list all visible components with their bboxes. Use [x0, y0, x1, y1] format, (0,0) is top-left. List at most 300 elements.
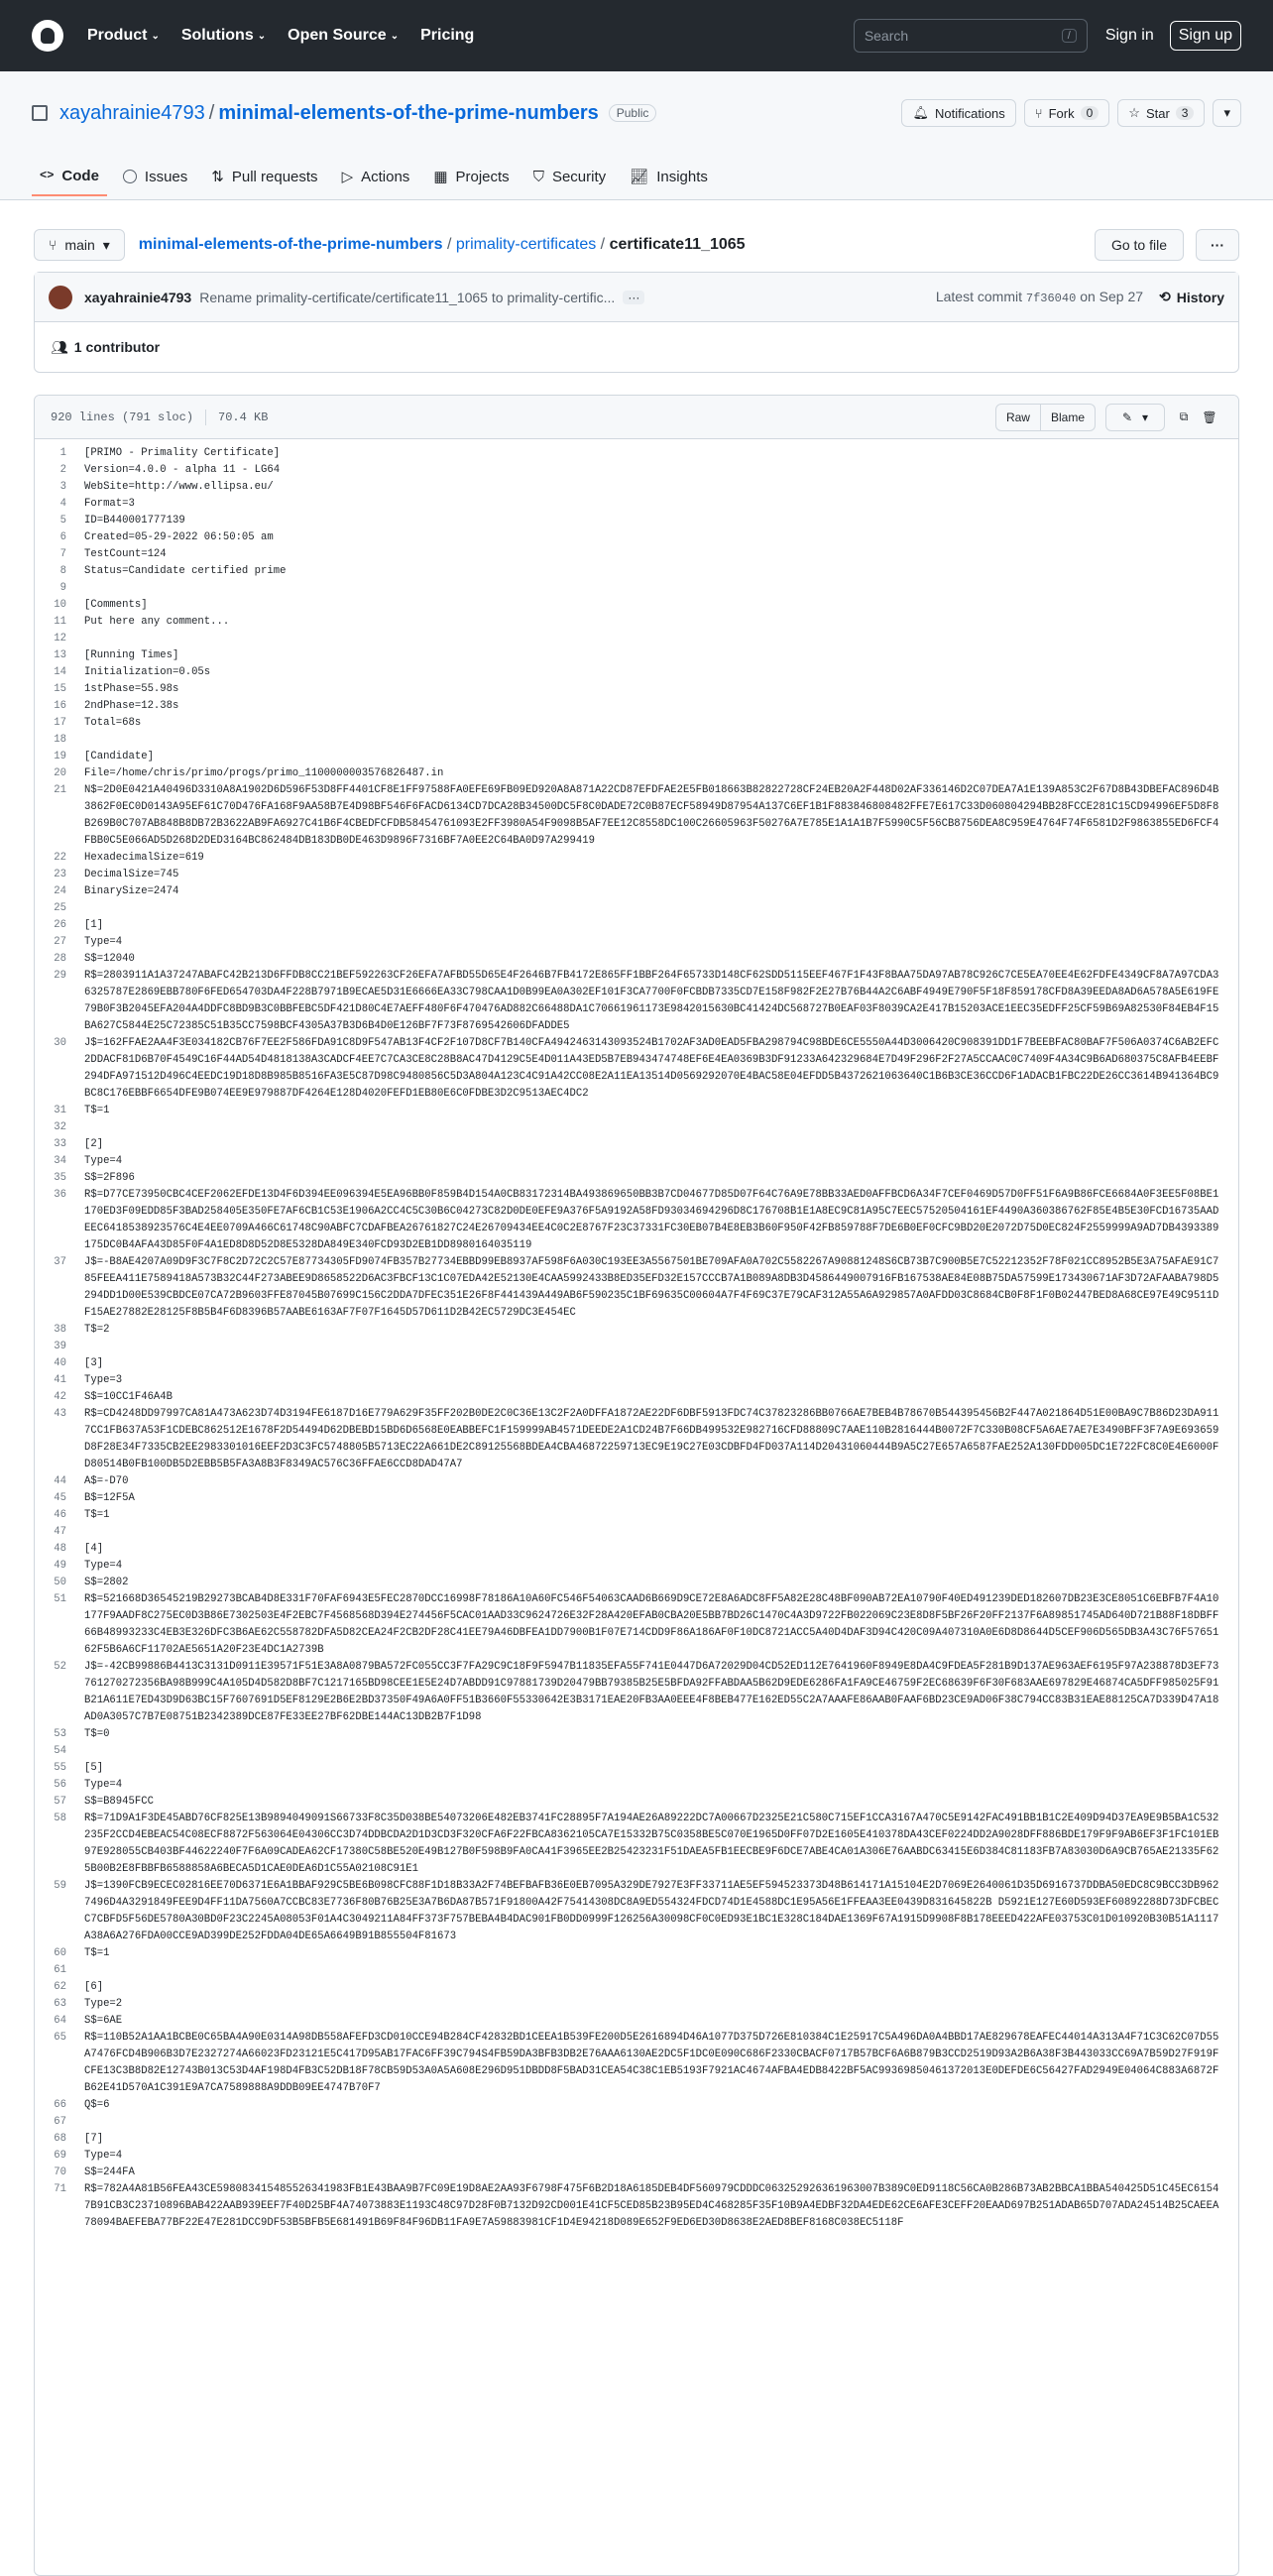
tab-projects[interactable] [425, 157, 517, 196]
code-line [35, 732, 1238, 749]
line-content [84, 1743, 1238, 1760]
code-line [35, 1389, 1238, 1406]
tab-actions[interactable] [334, 157, 418, 196]
line-content: Type=3 [84, 1374, 123, 1386]
line-content [84, 2114, 1238, 2131]
line-number[interactable]: 64 [54, 2015, 66, 2027]
code-line [35, 1355, 1238, 1372]
code-line [35, 2181, 1238, 2232]
code-line [35, 934, 1238, 951]
line-content: [2] [84, 1138, 104, 1150]
line-number[interactable]: 32 [54, 1121, 66, 1133]
line-number[interactable]: 35 [54, 1172, 66, 1184]
line-content [84, 1119, 1238, 1136]
line-number[interactable]: 71 [54, 2183, 66, 2195]
line-content: [6] [84, 1981, 104, 1993]
line-number[interactable]: 20 [54, 767, 66, 779]
code-line [35, 900, 1238, 917]
chevron-down-icon: ⌄ [151, 31, 160, 42]
line-content [84, 1339, 1238, 1355]
line-number[interactable]: 43 [54, 1408, 66, 1420]
line-number[interactable]: 61 [54, 1964, 66, 1976]
line-content [84, 900, 1238, 917]
go-to-file-button[interactable]: Go to file [1095, 229, 1184, 261]
line-number[interactable]: 56 [54, 1779, 66, 1791]
code-line [35, 597, 1238, 614]
line-number[interactable]: 33 [54, 1138, 66, 1150]
raw-button[interactable]: Raw [995, 404, 1041, 431]
line-number[interactable]: 48 [54, 1543, 66, 1555]
code-line [35, 580, 1238, 597]
line-content: R$=71D9A1F3DE45ABD76CF825E13B9894049091S66733F8C35D038BE54073206E482EB3741FC28895F7A194AE26A89222DC7A00667D2325E21C580C715EF1CCA3167A470C5E9142FAC491BB1B1C2E409D94D37EA9E9B5BA1C532235F2CCD4EBEAC54C08ECF8872F563064E04306CC3D74DDBCDA2D1D3CD3F320CFA6F22FBCA8362105CA7E15332B75C0358BE5C070E1965D0FF07D2E1605E410378DA43CEF0224DD2A9028DFF886BDE179F9F9AB6EF3F1FC101EB97E928055CB403BF44622240F7F6A09CADEA62CF17380C58BE520E49B127B0F598B9FA0CA41F3965EE2B25423231F51DAEA5FB1EECBE9F6DCE7ABE4CA01A306E76AABDC63415E6D384C81183FB7A83030D6A9CB765AE21335F625B00B2E8FBBFB6588858A6BECA5D1CAE0DEA6D1C55A02108C91E1 [84, 1813, 1219, 1875]
line-number[interactable]: 1 [59, 447, 66, 459]
tab-insights[interactable] [622, 157, 716, 196]
file-breadcrumb-bar [0, 218, 1273, 272]
path-separator: / [600, 236, 610, 253]
copy-button[interactable] [1171, 404, 1197, 431]
code-line [35, 2148, 1238, 2165]
line-number[interactable]: 7 [59, 548, 66, 560]
line-content: N$=2D0E0421A40496D3310A8A1902D6D596F53D8FF4401CF8E1FF97588FA0EFE69FB09ED920A8A871A22CD87EFDFAE2E5FB018663B82822728CF24EB20A2F448D02AF336146D2C07DEA7A1E139A853C2F67D8B43DBEFAC896D4B3862F0EC0D0143A95EF61C70D476FA168F9AA58B7E4D98BF546F6FACD6134CD7DCA28B34500DC5F8C0DADE72C0B87ECF58949D87954A137C6EF1B1F883846808482FFE7E617C33D060804294BB28FCCE281C15CD94996EF5D8F8B269B0C707AB848B8DB72B3622AB9FA6927C41B6F4CBEDFCFDB58454761093E2FF3980A54F9098B5AF7EE12C8558DC100C26605963F50276A7E785E1A1A1B7F5990C5F56CB8756DEA8C959E4764F74F6581D2F9863855ED6FCF4FBB0C5E066AD5D268D2DED3164BC862484DB183DB0DE463D9896F7316BF7A0EE2C64BA0D97A299419 [84, 784, 1219, 847]
line-content: R$=782A4A81B56FEA43CE598083415485526341983FB1E43BAA9B7FC09E19D8AE2AA93F6798F475F6B2D18A6185DEB4DF560979CDDDC063252926361963007B389C0ED9118C56CA0B286B73AB2BBCA1BBA540425D51C45EC61547B91CB3C23710896BAB422AAB939EEF7F40D25BF4A74073883E1193C48C97D28F0B7132D92CD001E41CF5CED85B23B95ED4C468285F35F10B9A4EDBF32DA4EDE62CE6AFE3CEFF20EAAD697B251ADAB65D707ADA24514B25CAEEA78094BAEFEBA77BF22E47E281DCC9DF53B5BFB5E681491B69F84F96DB11FA9E7A59883981CF1D4E94218D089E652F9ED6ED30D8638E2AED8BEF8168C038EC5118F [84, 2183, 1219, 2229]
avatar[interactable] [49, 286, 72, 309]
path-separator: / [446, 236, 456, 253]
line-number[interactable]: 13 [54, 649, 66, 661]
line-content: Type=4 [84, 936, 123, 948]
line-number[interactable]: 28 [54, 953, 66, 965]
code-line [35, 1541, 1238, 1558]
star-dropdown-button[interactable] [1213, 99, 1241, 127]
line-number[interactable]: 66 [54, 2099, 66, 2111]
line-number[interactable]: 39 [54, 1341, 66, 1352]
line-number[interactable]: 54 [54, 1745, 66, 1757]
line-number[interactable]: 14 [54, 666, 66, 678]
line-number[interactable]: 63 [54, 1998, 66, 2010]
code-line [35, 2165, 1238, 2181]
tab-code[interactable] [32, 157, 107, 196]
contributors-row [35, 322, 1238, 372]
line-number[interactable]: 6 [59, 531, 66, 543]
line-content: WebSite=http://www.ellipsa.eu/ [84, 481, 274, 493]
line-number[interactable]: 69 [54, 2150, 66, 2162]
line-number[interactable]: 2 [59, 464, 66, 476]
line-number[interactable]: 70 [54, 2166, 66, 2178]
line-content: T$=1 [84, 1947, 110, 1959]
code-line [35, 1187, 1238, 1254]
breadcrumb-repo-link[interactable]: minimal-elements-of-the-prime-numbers [138, 236, 443, 253]
table-icon: ▦ [433, 169, 448, 185]
tab-label: Insights [656, 168, 708, 185]
code-line [35, 1322, 1238, 1339]
repo-actions [901, 99, 1241, 127]
line-number[interactable]: 27 [54, 936, 66, 948]
line-content: J$=1390FCB9ECEC02816EE70D6371E6A1BBAF929C5BE6B098CFC88F1D18B33A2F74BEFBAFB36E0EB7095A329DE7927E3FF33711AE5EF594523373D48B614171A15104E2D7069E2640061D35D6916737DDBA50EDC8C9BCC3DB9627496D4A3291849FEE9D4FF11DA7560A7CCBC83E7736F80B76B25E3A7B6DA87B571F91800A42F75414308DC8A9ED554324FDCD74D1E4588DC1E95A56E1FFEAA3EE0439D831645822B D5921E127E60D593EF60892288D73DFCBECC7CBFD5F56DE5780A30BD0F23C2245A08053F01A4C3049211A84FF373F757BEBA4B4DAC901FB0DD0999F126256A30098CF0C0ED93E1BC1E328C184DAE1369F67A1915D9908F8B178EEED422AFE03753C01D010920B30B51A1117A38A6A276FDA00CCE9AD399DE252FDDA04DE65A6649B91B855504F81673 [84, 1880, 1219, 1942]
line-number[interactable]: 52 [54, 1661, 66, 1673]
code-line [35, 749, 1238, 765]
chevron-down-icon: ▾ [102, 236, 110, 253]
code-line [35, 1558, 1238, 1575]
line-content: [4] [84, 1543, 104, 1555]
line-content: ID=B440001777139 [84, 515, 185, 527]
line-content: S$=B8945FCC [84, 1796, 154, 1808]
code-line [35, 951, 1238, 968]
chevron-down-icon: ▾ [1223, 105, 1230, 120]
notifications-label: Notifications [934, 105, 1005, 121]
line-content: Version=4.0.0 - alpha 11 - LG64 [84, 464, 281, 476]
pull-request-icon: ⇅ [211, 169, 224, 185]
commit-author-link[interactable]: xayahrainie4793 [84, 289, 192, 305]
edit-button[interactable] [1105, 404, 1165, 431]
code-line [35, 1372, 1238, 1389]
line-number[interactable]: 19 [54, 751, 66, 762]
tab-issues[interactable] [115, 157, 195, 196]
line-number[interactable]: 38 [54, 1324, 66, 1336]
star-count: 3 [1176, 106, 1195, 120]
star-icon: ☆ [1128, 105, 1140, 120]
line-number[interactable]: 16 [54, 700, 66, 712]
breadcrumb-folder-link[interactable]: primality-certificates [455, 236, 597, 253]
line-number[interactable]: 67 [54, 2116, 66, 2128]
graph-icon: 📈︎ [630, 169, 649, 185]
code-line [35, 765, 1238, 782]
code-line [35, 782, 1238, 850]
line-number[interactable]: 41 [54, 1374, 66, 1386]
code-line [35, 968, 1238, 1035]
commit-sha-link[interactable]: 7f36040 [1025, 292, 1077, 305]
code-line [35, 664, 1238, 681]
code-line [35, 1507, 1238, 1524]
code-line [35, 1659, 1238, 1726]
line-number[interactable]: 60 [54, 1947, 66, 1959]
repo-title [32, 91, 1241, 135]
code-line [35, 546, 1238, 563]
tab-label: Issues [144, 168, 188, 185]
code-line [35, 2131, 1238, 2148]
line-number[interactable]: 31 [54, 1105, 66, 1116]
line-content: BinarySize=2474 [84, 885, 179, 897]
line-content: T$=2 [84, 1324, 110, 1336]
bell-icon: 🔔︎ [912, 105, 929, 120]
line-content: T$=1 [84, 1105, 110, 1116]
chevron-down-icon: ▾ [1142, 410, 1149, 424]
github-logo-icon[interactable] [32, 20, 63, 52]
line-content: Type=4 [84, 2150, 123, 2162]
line-content [84, 1524, 1238, 1541]
star-button[interactable] [1117, 99, 1205, 127]
file-size: 70.4 KB [218, 410, 269, 424]
tab-label: Actions [361, 168, 410, 185]
line-content: Format=3 [84, 498, 135, 510]
contributors-count[interactable]: 1 contributor [73, 339, 161, 355]
line-number[interactable]: 15 [54, 683, 66, 695]
line-number[interactable]: 59 [54, 1880, 66, 1892]
code-line [35, 1406, 1238, 1473]
line-number[interactable]: 3 [59, 481, 66, 493]
line-number[interactable]: 37 [54, 1256, 66, 1268]
line-number[interactable]: 17 [54, 717, 66, 729]
code-line [35, 2114, 1238, 2131]
code-line [35, 1575, 1238, 1591]
code-line [35, 1524, 1238, 1541]
line-number[interactable]: 29 [54, 970, 66, 982]
play-icon: ▷ [341, 169, 354, 185]
repo-header [0, 71, 1273, 200]
line-number[interactable]: 58 [54, 1813, 66, 1824]
line-number[interactable]: 50 [54, 1577, 66, 1588]
line-content: R$=521668D36545219B29273BCAB4D8E331F70FAF6943E5FEC2870DCC16998F78186A10A60FC546F54063CAAD6B669D9CE72E8A6ADC8FF5A82E28C48BF090AB72EA10790F40ED491239DED182607DB23E3CE8051C6EBFB7F4A10177F9AADF8C275EC0D3B86E7302503E4F2EBC7F4568568D394E274456F5CAC01AAD33C9624726E32F28A420EFAB0CBA20E5BB7BD26C1470C4A3D9722FB022069C23E8D8F5BF26F20FF2137F6A89851745AD640D721B88F18DBFF66B48993233C4EB3E326DFC3B6AE62C558782DFA5D82CEA24F2CB2DF28C41EE79A46DBFEA1DD7900B1F07E714CDD9F86A186AF0F10DC8721ACC5A40D4DAF3D94C420C09A407310A0E6D8D8644D5CEF906D565DB3A43C76F5765162F5B6A6CF11702AE5651A20F23E4DC1A2739B [84, 1593, 1219, 1656]
tab-label: Projects [455, 168, 510, 185]
line-number[interactable]: 21 [54, 784, 66, 796]
line-content: [Comments] [84, 599, 148, 611]
line-number[interactable]: 51 [54, 1593, 66, 1605]
expand-commit-button[interactable]: ··· [623, 291, 644, 304]
code-line [35, 1945, 1238, 1962]
chevron-down-icon: ⌄ [257, 31, 267, 42]
line-content: [7] [84, 2133, 104, 2145]
line-content: Type=4 [84, 1779, 123, 1791]
code-line [35, 1760, 1238, 1777]
line-content: Status=Candidate certified prime [84, 565, 287, 577]
line-number[interactable]: 55 [54, 1762, 66, 1774]
line-number[interactable]: 44 [54, 1475, 66, 1487]
clock-icon: ⟲ [1159, 289, 1171, 304]
code-icon: <> [40, 169, 55, 182]
line-content [84, 631, 1238, 647]
line-number[interactable]: 8 [59, 565, 66, 577]
fork-label: Fork [1048, 105, 1075, 121]
sign-up-button[interactable]: Sign up [1170, 21, 1241, 51]
line-number[interactable]: 4 [59, 498, 66, 510]
line-number[interactable]: 57 [54, 1796, 66, 1808]
nav-solutions[interactable]: Solutions [180, 27, 254, 44]
divider [205, 410, 206, 425]
file-viewer [34, 395, 1239, 2576]
code-line [35, 1979, 1238, 1996]
line-content [84, 732, 1238, 749]
code-line [35, 1119, 1238, 1136]
line-number[interactable]: 68 [54, 2133, 66, 2145]
line-content: Type=2 [84, 1998, 123, 2010]
line-number[interactable]: 49 [54, 1560, 66, 1572]
code-line [35, 513, 1238, 529]
code-line [35, 1136, 1238, 1153]
code-line [35, 1473, 1238, 1490]
file-actions [995, 404, 1222, 431]
code-line [35, 1490, 1238, 1507]
latest-commit-box [34, 272, 1239, 373]
line-number[interactable]: 62 [54, 1981, 66, 1993]
code-line [35, 2097, 1238, 2114]
global-nav [87, 27, 474, 45]
line-content: [Candidate] [84, 751, 154, 762]
line-content: HexadecimalSize=619 [84, 852, 204, 864]
code-line [35, 496, 1238, 513]
code-line [35, 1996, 1238, 2013]
line-number[interactable]: 30 [54, 1037, 66, 1049]
code-line [35, 1811, 1238, 1878]
code-line [35, 631, 1238, 647]
trash-icon: 🗑︎ [1202, 410, 1217, 424]
line-content [84, 1962, 1238, 1979]
line-number[interactable]: 9 [59, 582, 66, 594]
line-number[interactable]: 36 [54, 1189, 66, 1201]
line-number[interactable]: 42 [54, 1391, 66, 1403]
line-number[interactable]: 23 [54, 869, 66, 880]
copy-icon: ⧉ [1179, 410, 1189, 423]
fork-button[interactable] [1024, 99, 1110, 127]
line-number[interactable]: 46 [54, 1509, 66, 1521]
tab-label: Code [61, 167, 99, 184]
people-icon: 👥︎ [51, 338, 68, 355]
line-content: R$=CD4248DD97997CA81A473A623D74D3194FE6187D16E779A629F35FF202B0DE2C0C36E13C2F2A0DFFA1872AE22DF6DBF5913FDC74C37823286BB0766AE7BEB4B78670B544395456B2F447A021864D51E00BA9C7B86D23DA9117CC1FB637A53F1CDEBC862512E1678F2D54494D62DBEBD15BD6D6568E0EABBEFC1F159999AB4571DEEDE2A1CD24B7F66DB499532E982716CFD88809C7AAE110B2816444B0072F7C330B08CF5A6AE7AE7E3490BFF3F7A9E693659D8F28E34F7335CB2EE2983301016EEF2D3C3FC5748805B5713EC22A661DE2C89125568BDEA4CBA46872259713EC9E19C27E03CDBFD4FD037A114D20431060444B9A5C27E657A6587FAE252A130FDD005DC1E722FC8C0E4E6000FD80514B0FB100DB5D2EBB5B5FA3A8B3F8349AC576C36FFAE6CCD8DAD47A7 [84, 1408, 1219, 1470]
line-content: TestCount=124 [84, 548, 167, 560]
line-number[interactable]: 65 [54, 2032, 66, 2044]
line-number[interactable]: 47 [54, 1526, 66, 1538]
line-content: S$=10CC1F46A4B [84, 1391, 174, 1403]
latest-commit-info [936, 289, 1143, 305]
line-content: Created=05-29-2022 06:50:05 am [84, 531, 274, 543]
line-number[interactable]: 34 [54, 1155, 66, 1167]
notifications-button[interactable] [901, 99, 1015, 127]
code-line [35, 850, 1238, 867]
code-line [35, 1254, 1238, 1322]
fork-count: 0 [1081, 106, 1099, 120]
line-content: J$=-B8AE4207A09D9F3C7F8C2D72C2C57E87734305FD9074FB357B27734EBBD99EB8937AF598F6A030C193EE3A5567501BE709AFA0A702C5582267A90881248S6CB73B7C900B5E7C52212352F78F021CC8952B5E3A75AFAE91C785FEEA411E7589418A573B32C44F273ABEE9D8658522D6AC3FBCF13C1C07EDA42E52130E4CAA5992433B8ED35EFD32E157CCCB7A1B089A8DB3D4586449007916FB167538AE84E08B75DA57599E173430671AF3D72AFAABA798D5294DD1D00E539CBDCE07CA72B9603FFE87045B07699C156C2DDA7DFEC351E26F8F441439A449AB6F590235C1BF69635C00604A7F4F69C37E79CAF312A55A6A929857A0AFDD03C8684CB0F8F1F0B02447BED8A68CE97E49C9511DF15AE27882E28125F8B5B4F6D8396B57AABE6163AF7F07F1645D57D611D2B42EC5729DC3E454EC [84, 1256, 1219, 1319]
line-content [84, 580, 1238, 597]
commit-message-link[interactable]: Rename primality-certificate/certificate11_1065 to primality-certific... [199, 289, 616, 305]
code-line [35, 647, 1238, 664]
line-number[interactable]: 45 [54, 1492, 66, 1504]
line-content: [PRIMO - Primality Certificate] [84, 447, 281, 459]
line-content: [3] [84, 1357, 104, 1369]
history-label: History [1176, 289, 1224, 305]
breadcrumb [139, 236, 746, 254]
tab-label: Security [551, 168, 607, 185]
code-line [35, 445, 1238, 462]
line-content: A$=-D70 [84, 1475, 129, 1487]
nav-open-source[interactable]: Open Source [288, 27, 387, 44]
code-line [35, 479, 1238, 496]
line-content: T$=0 [84, 1728, 110, 1740]
line-content: [1] [84, 919, 104, 931]
line-content: Type=4 [84, 1560, 123, 1572]
line-content: S$=6AE [84, 2015, 123, 2027]
sign-in-link[interactable]: Sign in [1104, 27, 1154, 44]
tab-security[interactable] [525, 157, 614, 196]
blame-button[interactable]: Blame [1041, 404, 1096, 431]
line-number[interactable]: 5 [59, 515, 66, 527]
tab-label: Pull requests [231, 168, 318, 185]
nav-product[interactable]: Product [87, 27, 148, 44]
line-number[interactable]: 25 [54, 902, 66, 914]
commit-date: on Sep 27 [1080, 289, 1144, 304]
line-content: J$=162FFAE2AA4F3E034182CB76F7EE2F586FDA91C8D9F547AB13F4CF2F107D8CF7B140CFA4942463143093524B1702AF3AD0EAD5FBA298794C98BDE6CE5550A44D3006420C908391DD1F7BEEBFAC80BAF7F506A0374C6AB2EFC2DDACF81D6B70F4549C16F44AD54D4818138A3CADCF4EE7C7CA3CE8C28B8AC47D4129C5E4D011A43ED5B7EB943474748EF6E4EA0369B3DF91233A642329684E7D49F296F2F27A5CCAAC0C7409F4A34C9B6AD680375C8AFB4EEBF294DFA971512D496C4EEDC19D18D8B985B8516FA3E5C87D98C9480856C5D3A804A123C4C91A42CC08E2A11EA13514D0569292070E4BAC58E04EFDD5B4372621063640C1B6B3CE36CCD6F1ADACB1FBC22DE26CC3614B941364BC9BC8C176EBBF6654DFE9B074EE9E979887DF4264E128D4020FEFD1EB80E6C0FDBE3D2C9513AEC4DC2 [84, 1037, 1219, 1100]
code-line [35, 715, 1238, 732]
latest-commit-label: Latest commit [935, 289, 1022, 304]
path-separator: / [208, 101, 215, 124]
code-line [35, 563, 1238, 580]
breadcrumb-file-name: certificate11_1065 [609, 236, 746, 253]
line-number[interactable]: 10 [54, 599, 66, 611]
code-line [35, 1794, 1238, 1811]
latest-commit-row [35, 273, 1238, 322]
code-line [35, 1878, 1238, 1945]
code-line [35, 1103, 1238, 1119]
code-line [35, 867, 1238, 883]
line-content: T$=1 [84, 1509, 110, 1521]
code-line [35, 1339, 1238, 1355]
line-number[interactable]: 18 [54, 734, 66, 746]
line-content: Type=4 [84, 1155, 123, 1167]
code-line [35, 698, 1238, 715]
code-line [35, 883, 1238, 900]
repo-name-link[interactable]: minimal-elements-of-the-prime-numbers [218, 101, 599, 124]
code-line [35, 1170, 1238, 1187]
delete-button[interactable] [1197, 404, 1222, 431]
visibility-badge: Public [609, 104, 657, 122]
pencil-icon: ✎ [1121, 410, 1133, 424]
line-number[interactable]: 22 [54, 852, 66, 864]
code-line [35, 917, 1238, 934]
line-content: DecimalSize=745 [84, 869, 179, 880]
line-content: 1stPhase=55.98s [84, 683, 179, 695]
code-line [35, 1743, 1238, 1760]
issue-icon [123, 170, 137, 183]
code-line [35, 1962, 1238, 1979]
code-line [35, 2030, 1238, 2097]
line-content: J$=-42CB99886B4413C3131D0911E39571F51E3A8A0879BA572FC055CC3F7FA29C9C18F9F5947B11835EFA55F741E0447D6A72029D04CD52ED112E7641960F8949E8DA4C9FDEA5F281B9D137AE963AEF6195F97A238878D3EF73761270272356BA98B999C4A105D4D582D8BF7C1217165BD98CEE1E5E24D7ABDD91C97881739D20479BB79385B25E5BFDA92FFABDAA5B62D9EDE6286FA1FA9CE46759F2EC68639F6F30F683AAE697829E46874CA5DFF985025F91B21A611E7ED43D9D63BC15F7607691D5EF8129E2B6E2BD37350F49A6A0FF51B3660F55330642E3B3171EAE20FB3AA0EEE4F8BEB477E162ED55C2A7AAAFE86AAB0FAAF6BD23CE9AD06F38C794CC83B31EAE88125CA7D339D47A18AD0A3057C7B7E08751B2342389DCE87FE33EE27BF62DBE144AC13DB2B7F1D98 [84, 1661, 1219, 1723]
code-line [35, 1591, 1238, 1659]
repo-tabs [32, 157, 1241, 198]
code-line [35, 1726, 1238, 1743]
line-content: [5] [84, 1762, 104, 1774]
global-header [0, 0, 1273, 71]
chevron-down-icon: ⌄ [390, 31, 400, 42]
line-content: S$=2802 [84, 1577, 129, 1588]
line-number[interactable]: 40 [54, 1357, 66, 1369]
code-view [35, 439, 1238, 2232]
line-content: R$=2803911A1A37247ABAFC42B213D6FFDB8CC21BEF592263CF26EFA7AFBD55D65E4F2646B7FB4172E865FF1BBF264F65733D148CF62SDD5115EEF467F1F43F8BAA75DA97AB78C926C7CE5EA70EE4E62FDFE4349CF8A7A97CDA36325787E2869EBB780F6FED654703DA4F228B7971B9ECAE5D31E6666EA33C798CAA1D0B99EA0A302EF101F3CA7700F0FCBDB7335CD7E158F982F2E27B76B44A2C6ABF4949E790F5F18F859178CFD8A39EEDA8AD6A578A5E619FE79B0F3B2045EFA204A4DDFC8BD9B3C0BBFEBC5DF421D80C4E7AEFF480F6F470476AD882C66488DA1C70661961173E9842015630BC41424DC568727B0EAF03F8039CA2E417B15203ACE1EEC35EDFF25CF59B69A82530F84EB4F15BA627C5844E25C72385C51B35CC7598BCF4305A37B3D6B4D0E126BF7F73F8769542606DFADDE5 [84, 970, 1219, 1032]
line-content: Put here any comment... [84, 616, 230, 628]
line-number[interactable]: 53 [54, 1728, 66, 1740]
code-line [35, 1035, 1238, 1103]
line-number[interactable]: 12 [54, 633, 66, 644]
file-header [35, 396, 1238, 439]
history-link[interactable] [1159, 289, 1224, 305]
shield-icon: ⛉ [532, 168, 544, 185]
repo-icon [32, 105, 48, 121]
line-content: S$=2F896 [84, 1172, 135, 1184]
search-shortcut: / [1062, 29, 1077, 43]
line-content: [Running Times] [84, 649, 179, 661]
tab-pull-requests[interactable] [203, 157, 325, 196]
more-options-button[interactable]: ··· [1196, 229, 1239, 261]
branch-icon: ⑂ [49, 237, 58, 253]
line-number[interactable]: 24 [54, 885, 66, 897]
nav-pricing[interactable]: Pricing [420, 27, 475, 44]
line-content: 2ndPhase=12.38s [84, 700, 179, 712]
code-line [35, 681, 1238, 698]
line-number[interactable]: 26 [54, 919, 66, 931]
search-input[interactable] [854, 19, 1088, 53]
branch-selector[interactable] [34, 229, 125, 261]
line-content: R$=110B52A1AA1BCBE0C65BA4A90E0314A98DB558AFEFD3CD010CCE94B284CF42832BD1CEEA1B539FE200D5E2616894D46A1077D375D726E810384C1E25917C5A496DA0A4BBD17AE829678EAFEC44014A313A4F71C3C62C07D55A7476FCD4B906B3D7E2327274A66023FD23121E5C417D95AB17FAC6FF39C794S4FB59DA3BFB3DB2E76AAA6130AE2DC5F1DC0E090C686F2330CBACF0717B57BCF6A6B879B3CCD2519D93A2B6A38F3B443033CC69A7B59D27F919FCFE13C3B8D82E12743B013C53D4AF198D4FB3C52DB18F78CB59D53A0A5A608E296D951DBDD8F5BAD31CEA54C38C1EB5193F7921AC4674AFBA4EDB8422BF5AC99369850461372013E0DEFDE6C56427FAD2949E04064C883A6872FB62E41D570A1C391E9A7CA7589888A9DDB09EE4747B70F7 [84, 2032, 1219, 2094]
line-number[interactable]: 11 [54, 616, 66, 628]
repo-owner-link[interactable]: xayahrainie4793 [59, 101, 205, 124]
code-line [35, 2013, 1238, 2030]
file-line-count: 920 lines (791 sloc) [51, 410, 194, 424]
branch-name: main [64, 237, 95, 253]
